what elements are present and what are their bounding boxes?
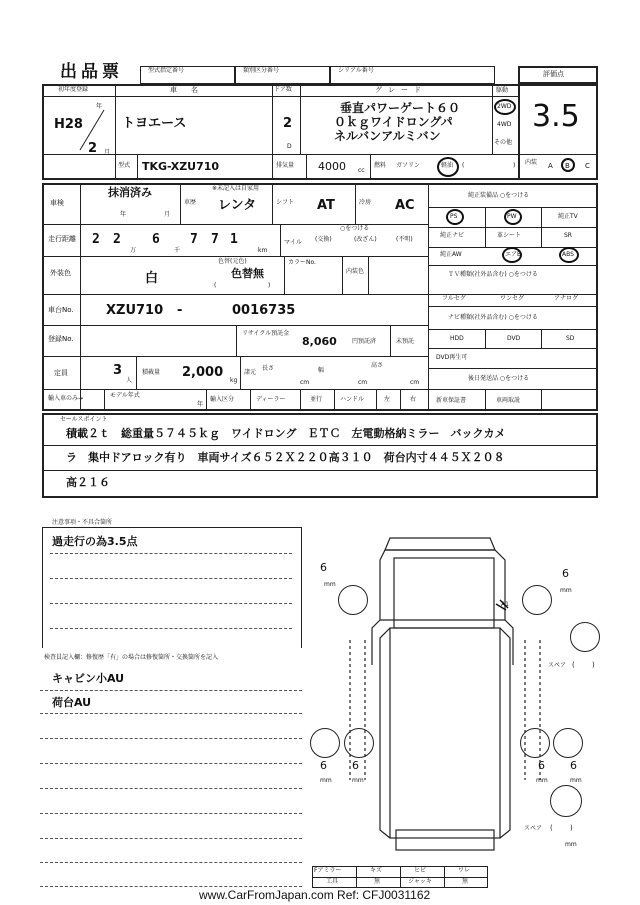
spare-bottom-close: ) xyxy=(570,824,573,832)
width-cm: cm xyxy=(358,379,368,386)
tire-rear-right-2-mm: mm xyxy=(570,777,582,784)
mileage-digit-1: 2 xyxy=(92,232,100,247)
inspection-value: 抹消済み xyxy=(108,186,152,199)
rear-right-inner-wheel xyxy=(520,728,550,758)
legend-scratch: キズ xyxy=(370,867,382,874)
tv-analog: アナログ xyxy=(554,295,579,302)
ext-color-value: 白 xyxy=(145,271,159,286)
serial-label: シリアル番号 xyxy=(338,67,374,74)
inspector-label: 検査員記入欄：修復歴「有」の場合は修復箇所・交換箇所を記入 xyxy=(44,654,219,661)
category-label: 類別区分番号 xyxy=(243,67,280,74)
grade-line-2: ０ｋｇワイドロングパ xyxy=(334,115,453,129)
equip-ps: PS xyxy=(450,213,458,220)
footer-watermark: www.CarFromJapan.com Ref: CFJ0031162 xyxy=(196,889,433,901)
mileage-digit-5: 7 xyxy=(211,232,219,247)
tire-rear-left-2: 6 xyxy=(352,759,359,772)
meter-exchange: (交換) xyxy=(315,236,332,243)
import-type-label: 輸入区分 xyxy=(210,396,235,403)
interior-c: C xyxy=(585,162,590,170)
tv-fullseg: フルセグ xyxy=(442,295,466,302)
inspector-line-2: 荷台AU xyxy=(52,696,92,709)
recycle-label: リサイクル預託金 xyxy=(242,330,290,337)
repaint-value: 色替無 xyxy=(231,267,264,280)
mileage-digit-4: 7 xyxy=(190,232,198,247)
car-name: トヨエース xyxy=(122,116,187,131)
drive-2wd: 2WD xyxy=(497,103,512,110)
length-cm: cm xyxy=(300,379,310,386)
mileage-man: 万 xyxy=(130,247,137,254)
equip-leather: 革シート xyxy=(497,232,522,239)
sales-line-1: 積載２ｔ 総重量５７４５ｋｇ ワイドロング ＥＴＣ 左電動格納ミラー バックカメ xyxy=(66,427,506,440)
grade-label: グレード xyxy=(375,86,427,94)
dims-label: 諸元 xyxy=(244,369,257,376)
meter-note: ○をつける xyxy=(340,225,370,232)
rear-left-outer-wheel xyxy=(310,728,340,758)
nav-sd: SD xyxy=(566,335,575,342)
sales-label: セールスポイント xyxy=(60,416,108,423)
tire-front-right-mm: mm xyxy=(560,587,572,594)
meter-tampered: (改ざん) xyxy=(354,236,377,243)
sales-line-3: 高２１６ xyxy=(66,476,110,489)
capacity-value: 3 xyxy=(113,363,123,378)
history-note: ※未記入は自家用 xyxy=(212,185,260,192)
inspection-month-unit: 月 xyxy=(164,211,171,218)
inspection-label: 車検 xyxy=(50,199,64,207)
equip-tv: 純正TV xyxy=(558,213,578,220)
spare-top-close: ) xyxy=(592,661,595,669)
ac-value: AC xyxy=(395,198,415,213)
drive-label: 駆動 xyxy=(496,87,509,94)
spare-top-open: ( xyxy=(572,661,575,669)
month-unit: 月 xyxy=(104,149,111,156)
tv-title: ＴＶ種類(社外品含む) ○をつける xyxy=(448,271,538,278)
car-name-label: 車名 xyxy=(170,86,212,94)
nav-hdd: HDD xyxy=(450,335,464,342)
doors-label: ドア数 xyxy=(274,86,292,93)
chassis-dash: - xyxy=(177,303,183,318)
tire-front-left: 6 xyxy=(320,561,327,574)
equip-sr: SR xyxy=(564,232,572,239)
type-cert-label: 型式指定番号 xyxy=(148,67,185,74)
import-dealer: ディーラー xyxy=(256,396,286,403)
model-code: TKG-XZU710 xyxy=(142,160,220,173)
kg-unit: kg xyxy=(230,377,238,384)
legend-tools: 工具 xyxy=(326,878,339,885)
grade-line-3: ネルバンアルミバン xyxy=(334,129,441,143)
rear-left-inner-wheel xyxy=(344,728,374,758)
dvd-play-label: DVD再生可 xyxy=(436,354,468,361)
mile-label: マイル xyxy=(284,239,302,246)
first-reg-label: 初年度登録 xyxy=(58,86,89,93)
tire-rear-left-2-mm: mm xyxy=(352,777,364,784)
door-suffix: D xyxy=(287,143,292,150)
length-label: 長さ xyxy=(262,365,275,372)
tv-oneseg: ワンセグ xyxy=(500,295,525,302)
equip-airbag: エアB xyxy=(505,251,522,258)
fuel-diesel: 軽油 xyxy=(441,162,454,169)
history-value: レンタ xyxy=(218,198,257,213)
mileage-km: km xyxy=(258,247,268,254)
height-label: 高さ xyxy=(371,362,384,369)
recycle-value: 8,060 xyxy=(302,335,337,348)
caution-text: 過走行の為3.5点 xyxy=(52,535,138,548)
recycle-unpaid: 未預託 xyxy=(396,338,415,345)
rear-right-outer-wheel xyxy=(553,728,583,758)
tire-rear-left-1-mm: mm xyxy=(320,777,332,784)
cc-unit: cc xyxy=(358,167,365,174)
inspector-line-1: キャビン小AU xyxy=(52,672,125,685)
drive-other: その他 xyxy=(494,139,513,146)
nav-title: ナビ種類(社外品含む) ○をつける xyxy=(448,314,538,321)
load-value: 2,000 xyxy=(182,365,224,380)
form-title: 出品票 xyxy=(60,62,123,82)
equip-nav: 純正ナビ xyxy=(440,232,465,239)
legend-crack: ヒビ xyxy=(414,867,427,874)
legend-break: ワレ xyxy=(458,867,471,874)
spare-label-bottom: スペア xyxy=(524,825,543,832)
post-warranty: 新車保証書 xyxy=(436,397,467,404)
oem-title: 純正装備品 ○をつける xyxy=(468,192,530,199)
mileage-digit-6: 1 xyxy=(230,232,238,247)
tire-rear-right-2: 6 xyxy=(570,759,577,772)
import-parallel: 並行 xyxy=(310,396,323,403)
spare-wheel-top xyxy=(570,622,600,652)
tire-rear-right-1-mm: mm xyxy=(536,777,548,784)
post-title: 後日発送品 ○をつける xyxy=(468,375,530,382)
spare-bottom-open: ( xyxy=(550,824,553,832)
mileage-label: 走行距離 xyxy=(48,235,76,243)
equip-abs: ABS xyxy=(562,251,574,258)
tire-front-left-mm: mm xyxy=(324,581,336,588)
load-label: 積載量 xyxy=(142,369,161,376)
drive-4wd: 4WD xyxy=(497,121,512,128)
meter-unknown: (不明) xyxy=(396,236,413,243)
recycle-unit: 円預託済 xyxy=(352,338,377,345)
legend-jack-value: 無 xyxy=(462,878,469,885)
door-count: 2 xyxy=(283,116,293,131)
int-color-label: 内装色 xyxy=(346,268,365,275)
repaint-paren-open: ( xyxy=(214,282,217,289)
handle-right: 右 xyxy=(410,396,417,403)
interior-b: B xyxy=(565,162,570,170)
tire-rear-right-1: 6 xyxy=(538,759,545,772)
damage-mark-a1: A1 xyxy=(501,601,509,608)
shift-value: AT xyxy=(317,198,335,213)
evaluation-score: 3.5 xyxy=(532,99,580,134)
legend-jack: ジャッキ xyxy=(408,878,432,885)
fuel-other-open: ( xyxy=(462,162,465,169)
fuel-gasoline: ガソリン xyxy=(396,162,421,169)
repaint-label: 色替(元色) xyxy=(218,258,247,265)
reg-no-label: 登録No. xyxy=(48,335,74,343)
model-year-label: モデル年式 xyxy=(110,392,140,399)
ac-label: 冷房 xyxy=(359,199,372,206)
front-right-wheel xyxy=(522,585,552,615)
import-label: 輸入車のみ→ xyxy=(48,395,84,402)
nav-dvd: DVD xyxy=(507,335,521,342)
spare-bottom-mm: mm xyxy=(565,841,577,848)
shift-label: シフト xyxy=(276,199,295,206)
height-cm: cm xyxy=(410,379,420,386)
tire-rear-left-1: 6 xyxy=(320,759,327,772)
front-left-wheel xyxy=(338,585,368,615)
inspection-year-unit: 年 xyxy=(120,211,127,218)
chassis-model: XZU710 xyxy=(106,303,164,318)
mileage-digit-2: 2 xyxy=(113,232,121,247)
caution-label: 注意事項・不具合箇所 xyxy=(52,519,113,526)
displacement-label: 排気量 xyxy=(276,162,295,169)
history-label: 車歴 xyxy=(184,199,197,206)
spare-label-top: スペア xyxy=(548,662,567,669)
color-no-label: カラーNo. xyxy=(288,259,316,266)
width-label: 幅 xyxy=(318,367,325,374)
model-label: 型式 xyxy=(118,162,131,169)
model-year-unit: 年 xyxy=(197,401,204,408)
spare-wheel-bottom xyxy=(550,785,582,817)
truck-diagram xyxy=(310,530,590,860)
mileage-sen: 千 xyxy=(174,247,181,254)
repaint-paren-close: ) xyxy=(268,282,271,289)
interior-a: A xyxy=(548,162,553,170)
sales-line-2: ラ 集中ドアロック有り 車両サイズ６５２Ｘ２２０高３１０ 荷台内寸４４５Ｘ２０８ xyxy=(66,451,505,464)
fuel-label: 燃料 xyxy=(374,162,387,169)
handle-label: ハンドル xyxy=(340,396,365,403)
legend-tools-value: 無 xyxy=(374,878,381,885)
post-manual: 車両取説 xyxy=(496,397,521,404)
mileage-digit-3: 6 xyxy=(152,232,160,247)
grade-line-1: 垂直パワーゲート６０ xyxy=(340,101,461,115)
first-reg-month: 2 xyxy=(88,141,98,156)
handle-left: 左 xyxy=(384,396,391,403)
year-unit: 年 xyxy=(96,103,103,110)
first-reg-year: H28 xyxy=(54,117,83,132)
legend-mirror: Fアミラー xyxy=(314,867,342,874)
capacity-label: 定員 xyxy=(54,369,68,377)
chassis-number: 0016735 xyxy=(232,303,296,318)
displacement-value: 4000 xyxy=(318,160,346,173)
interior-label: 内装 xyxy=(525,159,538,166)
equip-pw: PW xyxy=(507,213,517,220)
tire-front-right: 6 xyxy=(562,567,569,580)
person-unit: 人 xyxy=(126,377,133,384)
equip-aw: 純正AW xyxy=(440,251,462,258)
ext-color-label: 外装色 xyxy=(50,269,71,277)
eval-label: 評価点 xyxy=(543,70,564,78)
chassis-label: 車台No. xyxy=(48,306,74,314)
fuel-other-close: ) xyxy=(513,162,516,169)
